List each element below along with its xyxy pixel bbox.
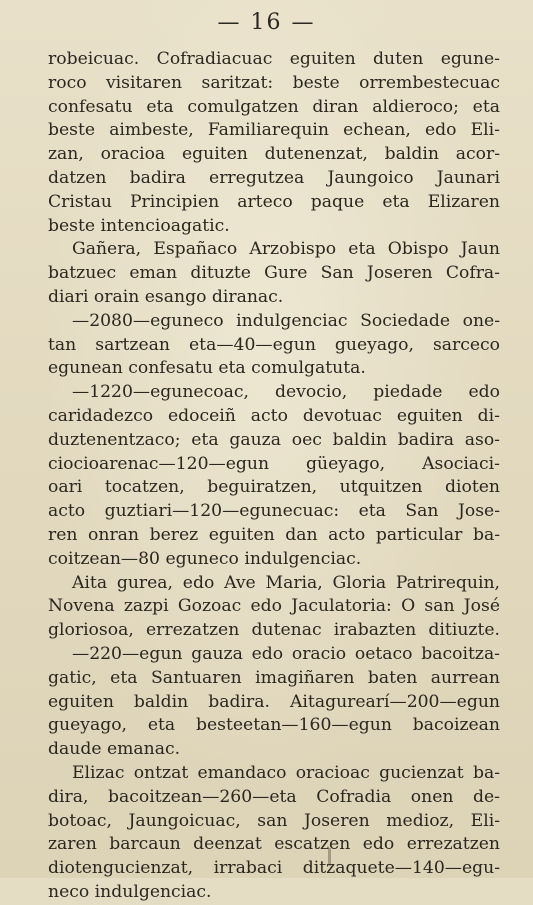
text-line: tan sartzean eta—40—egun gueyago, sarceco bbox=[48, 334, 500, 355]
text-line: beste intencioagatic. bbox=[48, 215, 230, 236]
text-line: duztenentzaco; eta gauza oec baldin badira aso- bbox=[48, 429, 500, 450]
text-line: zaren barcaun deenzat escatzen edo errezatzen bbox=[48, 834, 500, 855]
text-line: gatic, eta Santuaren imagiñaren baten aurrean bbox=[48, 667, 500, 688]
text-line: —1220—egunecoac, devocio, piedade edo bbox=[72, 382, 500, 403]
text-line: zan, oracioa eguiten dutenenzat, baldin acor- bbox=[48, 144, 500, 165]
text-line: Cristau Principien arteco paque eta Elizaren bbox=[48, 191, 500, 212]
text-line: —2080—eguneco indulgenciac Sociedade one- bbox=[72, 310, 500, 331]
text-line: coitzean—80 eguneco indulgenciac. bbox=[48, 548, 362, 569]
text-line: daude emanac. bbox=[48, 739, 181, 760]
text-line: ren onran berez eguiten dan acto particular ba- bbox=[48, 524, 500, 545]
text-line: robeicuac. Cofradiacuac eguiten duten egune- bbox=[48, 49, 500, 69]
text-line: gueyago, eta besteetan—160—egun bacoizean bbox=[48, 715, 500, 736]
text-line: oari tocatzen, beguiratzen, utquitzen dioten bbox=[48, 477, 500, 498]
text-line: Elizac ontzat emandaco oracioac gucienzat ba- bbox=[72, 762, 500, 783]
text-line: ciocioarenac—120—egun güeyago, Asociaci- bbox=[48, 453, 500, 474]
text-line: datzen badira erregutzea Jaungoico Jaunari bbox=[48, 167, 500, 188]
text-line: Aita gurea, edo Ave Maria, Gloria Patrirequin, bbox=[72, 572, 500, 593]
text-line: diari orain esango diranac. bbox=[48, 286, 284, 307]
text-line: eguiten baldin badira. Aitagurearí—200—egun bbox=[48, 691, 500, 712]
text-line: —220—egun gauza edo oracio oetaco bacoitza- bbox=[72, 643, 500, 664]
text-line: neco indulgenciac. bbox=[48, 881, 212, 902]
text-line: Gañera, Españaco Arzobispo eta Obispo Jaun bbox=[72, 239, 500, 260]
text-line: gloriosoa, errezatzen dutenac irabazten ditiuzte. bbox=[48, 620, 500, 641]
text-line: caridadezco edoceiñ acto devotuac eguiten di- bbox=[48, 405, 500, 426]
text-line: diotengucienzat, irrabaci ditzaquete—140—egu- bbox=[48, 858, 500, 879]
text-line: acto guztiari—120—egunecuac: eta San Jose- bbox=[48, 501, 500, 522]
text-line: beste aimbeste, Familiarequin echean, edo Eli- bbox=[48, 120, 500, 141]
text-line: egunean confesatu eta comulgatuta. bbox=[48, 358, 366, 379]
text-line: confesatu eta comulgatzen diran aldieroco; eta bbox=[48, 96, 500, 117]
text-line: roco visitaren saritzat: beste orrembestecuac bbox=[48, 72, 500, 93]
page-number: — 16 — bbox=[217, 10, 316, 35]
text-line: batzuec eman dituzte Gure San Joseren Cofra- bbox=[48, 263, 500, 284]
text-line: Novena zazpi Gozoac edo Jaculatoria: O san José bbox=[48, 596, 500, 617]
text-line: botoac, Jaungoicuac, san Joseren medioz, Eli- bbox=[48, 810, 500, 831]
print-mark bbox=[328, 848, 331, 866]
text-line: dira, bacoitzean—260—eta Cofradia onen de- bbox=[48, 786, 500, 807]
body-text bbox=[48, 48, 500, 905]
